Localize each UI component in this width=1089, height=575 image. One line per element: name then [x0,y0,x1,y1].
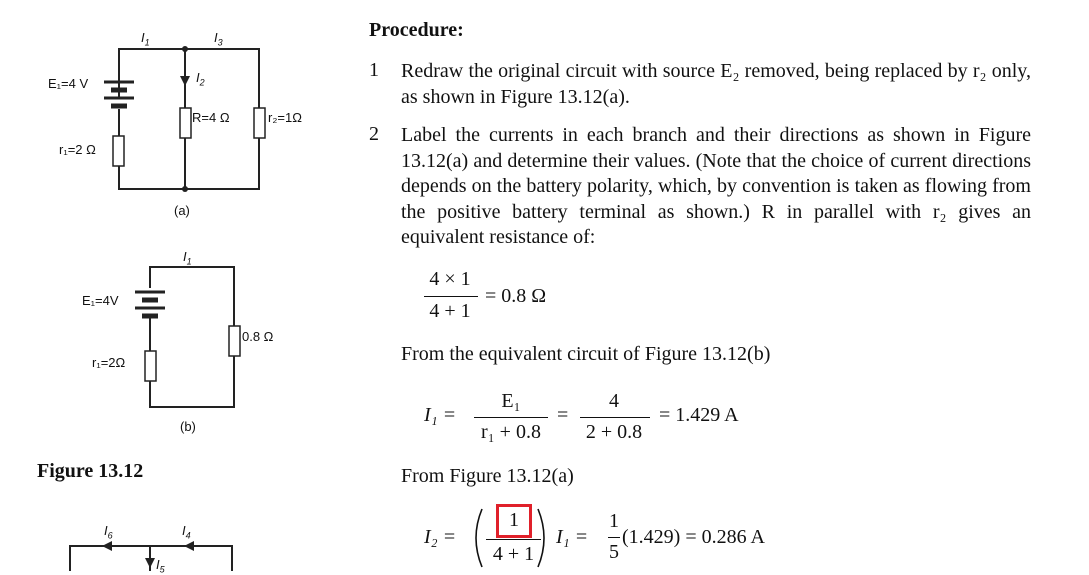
junction-dot [182,46,188,52]
label-i1-a: $I_1$ [141,30,150,48]
label-r1-a: r₁=2 Ω [59,142,96,157]
arrow-down-icon [145,558,155,568]
text-equivalent-circuit: From the equivalent circuit of Figure 13.12(b) [401,343,771,365]
procedure-heading: Procedure: [369,19,464,41]
step-text: Label the currents in each branch and their directions as shown in Figure 13.12(a) and determine their values. (Note that the choice of current directions depends on the battery polarity, which, by convention is taken as flowing from the positive battery terminal as shown.) R in parallel with r₂ gives an equivalent resistance of: [401,124,1031,248]
denominator: 5 [609,541,619,563]
denominator: 2 + 0.8 [585,421,643,443]
label-r2-a: r₂=1Ω [268,110,302,125]
figure-caption: Figure 13.12 [37,460,144,482]
equals-sign: = [557,404,569,426]
circuit-b [135,267,240,407]
label-i5-c: $I_5$ [156,557,165,575]
label-i4-c: $I_4$ [182,523,191,541]
denominator: r₁ + 0.8 [481,421,541,443]
denominator: 4 + 1 [492,543,535,565]
step-number: 2 [369,123,379,145]
numerator: E₁ [501,390,521,412]
equation-lhs: I₁ = [424,404,457,426]
text-figure-a: From Figure 13.12(a) [401,465,574,487]
arrow-left-icon [184,541,194,551]
arrow-left-icon [102,541,112,551]
fraction-bar [424,296,478,297]
equation-mid: I₁ = [556,526,589,548]
junction-dot [182,186,188,192]
equation-result: = 1.429 A [659,404,739,426]
arrow-down-icon [180,76,190,86]
equation-lhs: I₂ = [424,526,457,548]
numerator: 4 × 1 [429,268,471,290]
label-e1-a: E₁=4 V [48,76,89,91]
fraction-bar [474,417,548,418]
equation-result: (1.429) = 0.286 A [622,526,765,548]
fraction-bar [608,537,620,538]
fraction-bar [580,417,650,418]
label-i6-c: $I_6$ [104,523,113,541]
step-text: Redraw the original circuit with source E₂ removed, being replaced by r₂ only, as shown in Figure 13.12(a). [401,60,1031,108]
fraction-bar [486,539,541,540]
numerator: 1 [609,510,619,532]
equation-result: = 0.8 Ω [485,285,547,307]
label-subfig-b: (b) [180,419,196,434]
label-e1-b: E₁=4V [82,293,119,308]
label-subfig-a: (a) [174,203,190,218]
circuit-a [104,49,265,189]
label-i1-b: $I_1$ [183,249,192,267]
label-i3-a: $I_3$ [214,30,223,48]
label-r-a: R=4 Ω [192,110,230,125]
label-i2-a: $I_2$ [196,70,205,88]
numerator: 4 [609,390,619,412]
label-r1-b: r₁=2Ω [92,355,126,370]
numerator: 1 [509,509,519,531]
label-req-b: 0.8 Ω [242,329,274,344]
denominator: 4 + 1 [429,300,471,322]
step-number: 1 [369,59,379,81]
